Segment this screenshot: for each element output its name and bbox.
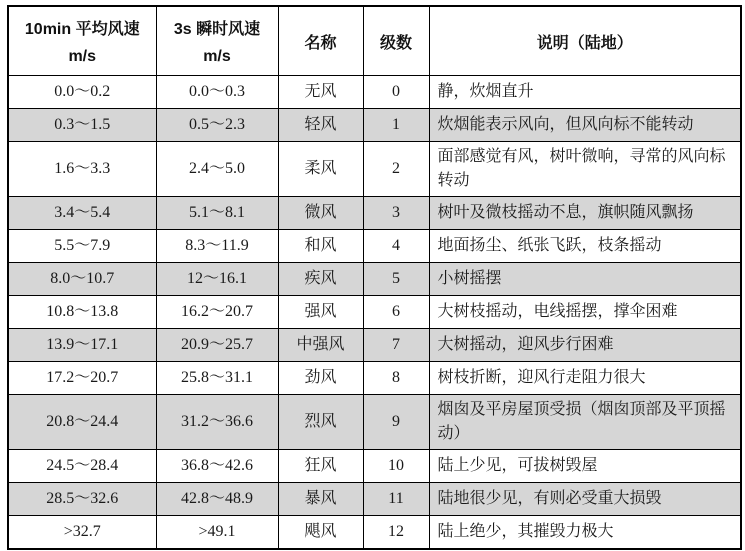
header-line: m/s <box>203 48 231 65</box>
cell-wind-name: 飓风 <box>278 516 363 549</box>
cell-3s-gust-speed: 16.2～20.7 <box>156 296 278 329</box>
beaufort-wind-scale-table <box>7 5 742 550</box>
wind-scale-row <box>8 362 741 395</box>
header-10min-avg-wind-speed <box>8 6 156 76</box>
cell-wind-name: 柔风 <box>278 142 363 197</box>
cell-wind-name: 烈风 <box>278 395 363 450</box>
wind-scale-row <box>8 329 741 362</box>
cell-10min-avg-speed: 13.9～17.1 <box>8 329 156 362</box>
wind-scale-row <box>8 109 741 142</box>
cell-3s-gust-speed: 36.8～42.6 <box>156 450 278 483</box>
header-description-land <box>429 6 741 76</box>
cell-description: 地面扬尘、纸张飞跃，枝条摇动 <box>429 230 741 263</box>
cell-wind-name: 和风 <box>278 230 363 263</box>
cell-3s-gust-speed: 25.8～31.1 <box>156 362 278 395</box>
header-line: 级数 <box>379 34 412 52</box>
cell-10min-avg-speed: 24.5～28.4 <box>8 450 156 483</box>
cell-3s-gust-speed: 0.5～2.3 <box>156 109 278 142</box>
wind-scale-row <box>8 296 741 329</box>
cell-level: 8 <box>363 362 429 395</box>
cell-level: 7 <box>363 329 429 362</box>
cell-3s-gust-speed: >49.1 <box>156 516 278 549</box>
cell-description: 陆上绝少，其摧毁力极大 <box>429 516 741 549</box>
wind-scale-row <box>8 516 741 549</box>
cell-10min-avg-speed: 0.0～0.2 <box>8 76 156 109</box>
cell-description: 烟囱及平房屋顶受损（烟囱顶部及平顶摇动） <box>429 395 741 450</box>
header-line: 3s 瞬时风速 <box>173 21 261 38</box>
cell-3s-gust-speed: 5.1～8.1 <box>156 197 278 230</box>
cell-3s-gust-speed: 20.9～25.7 <box>156 329 278 362</box>
cell-description: 大树枝摇动，电线摇摆，撑伞困难 <box>429 296 741 329</box>
cell-10min-avg-speed: 3.4～5.4 <box>8 197 156 230</box>
cell-wind-name: 轻风 <box>278 109 363 142</box>
cell-description: 静，炊烟直升 <box>429 76 741 109</box>
cell-10min-avg-speed: >32.7 <box>8 516 156 549</box>
cell-description: 面部感觉有风，树叶微响，寻常的风向标转动 <box>429 142 741 197</box>
cell-10min-avg-speed: 28.5～32.6 <box>8 483 156 516</box>
cell-description: 树叶及微枝摇动不息，旗帜随风飘扬 <box>429 197 741 230</box>
cell-10min-avg-speed: 8.0～10.7 <box>8 263 156 296</box>
cell-10min-avg-speed: 17.2～20.7 <box>8 362 156 395</box>
cell-10min-avg-speed: 10.8～13.8 <box>8 296 156 329</box>
cell-level: 10 <box>363 450 429 483</box>
header-line: 名称 <box>304 34 337 52</box>
cell-description: 陆上少见，可拔树毁屋 <box>429 450 741 483</box>
cell-description: 炊烟能表示风向，但风向标不能转动 <box>429 109 741 142</box>
wind-scale-row <box>8 142 741 197</box>
cell-wind-name: 劲风 <box>278 362 363 395</box>
cell-level: 6 <box>363 296 429 329</box>
cell-10min-avg-speed: 5.5～7.9 <box>8 230 156 263</box>
cell-wind-name: 无风 <box>278 76 363 109</box>
header-wind-name <box>278 6 363 76</box>
cell-3s-gust-speed: 31.2～36.6 <box>156 395 278 450</box>
cell-wind-name: 强风 <box>278 296 363 329</box>
cell-level: 12 <box>363 516 429 549</box>
cell-10min-avg-speed: 1.6～3.3 <box>8 142 156 197</box>
cell-level: 11 <box>363 483 429 516</box>
cell-3s-gust-speed: 8.3～11.9 <box>156 230 278 263</box>
wind-scale-row <box>8 483 741 516</box>
wind-scale-row <box>8 450 741 483</box>
cell-description: 树枝折断，迎风行走阻力很大 <box>429 362 741 395</box>
cell-10min-avg-speed: 0.3～1.5 <box>8 109 156 142</box>
cell-10min-avg-speed: 20.8～24.4 <box>8 395 156 450</box>
cell-wind-name: 疾风 <box>278 263 363 296</box>
table-body <box>8 76 741 549</box>
cell-level: 3 <box>363 197 429 230</box>
cell-level: 1 <box>363 109 429 142</box>
cell-wind-name: 暴风 <box>278 483 363 516</box>
cell-3s-gust-speed: 2.4～5.0 <box>156 142 278 197</box>
header-line: 10min 平均风速 <box>24 21 140 38</box>
cell-level: 9 <box>363 395 429 450</box>
cell-wind-name: 微风 <box>278 197 363 230</box>
cell-description: 大树摇动，迎风步行困难 <box>429 329 741 362</box>
header-level <box>363 6 429 76</box>
header-line: m/s <box>68 48 97 65</box>
wind-scale-row <box>8 197 741 230</box>
wind-scale-row <box>8 395 741 450</box>
header-row <box>8 6 741 76</box>
cell-description: 陆地很少见，有则必受重大损毁 <box>429 483 741 516</box>
cell-level: 2 <box>363 142 429 197</box>
cell-3s-gust-speed: 0.0～0.3 <box>156 76 278 109</box>
cell-3s-gust-speed: 42.8～48.9 <box>156 483 278 516</box>
cell-level: 5 <box>363 263 429 296</box>
wind-scale-row <box>8 76 741 109</box>
cell-wind-name: 狂风 <box>278 450 363 483</box>
cell-description: 小树摇摆 <box>429 263 741 296</box>
cell-3s-gust-speed: 12～16.1 <box>156 263 278 296</box>
header-line: 说明（陆地） <box>536 34 633 52</box>
cell-level: 0 <box>363 76 429 109</box>
cell-level: 4 <box>363 230 429 263</box>
wind-scale-row <box>8 263 741 296</box>
header-3s-gust-wind-speed <box>156 6 278 76</box>
cell-wind-name: 中强风 <box>278 329 363 362</box>
wind-scale-row <box>8 230 741 263</box>
